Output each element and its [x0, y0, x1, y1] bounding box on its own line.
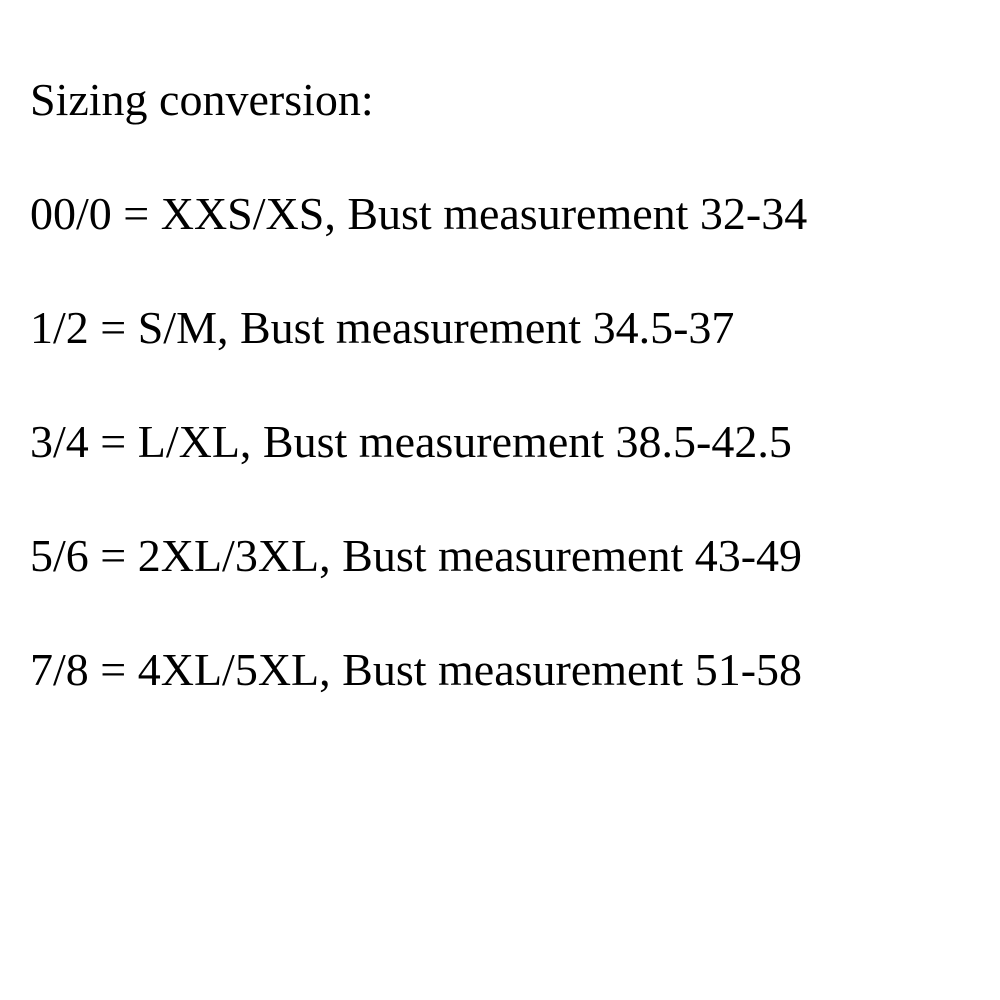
size-row-7-8: 7/8 = 4XL/5XL, Bust measurement 51-58	[30, 644, 803, 695]
size-row-5-6: 5/6 = 2XL/3XL, Bust measurement 43-49	[30, 530, 803, 581]
size-row-3-4: 3/4 = L/XL, Bust measurement 38.5-42.5	[30, 416, 792, 467]
size-row-00-0: 00/0 = XXS/XS, Bust measurement 32-34	[30, 188, 808, 239]
sizing-heading: Sizing conversion:	[30, 74, 374, 125]
size-row-1-2: 1/2 = S/M, Bust measurement 34.5-37	[30, 302, 735, 353]
